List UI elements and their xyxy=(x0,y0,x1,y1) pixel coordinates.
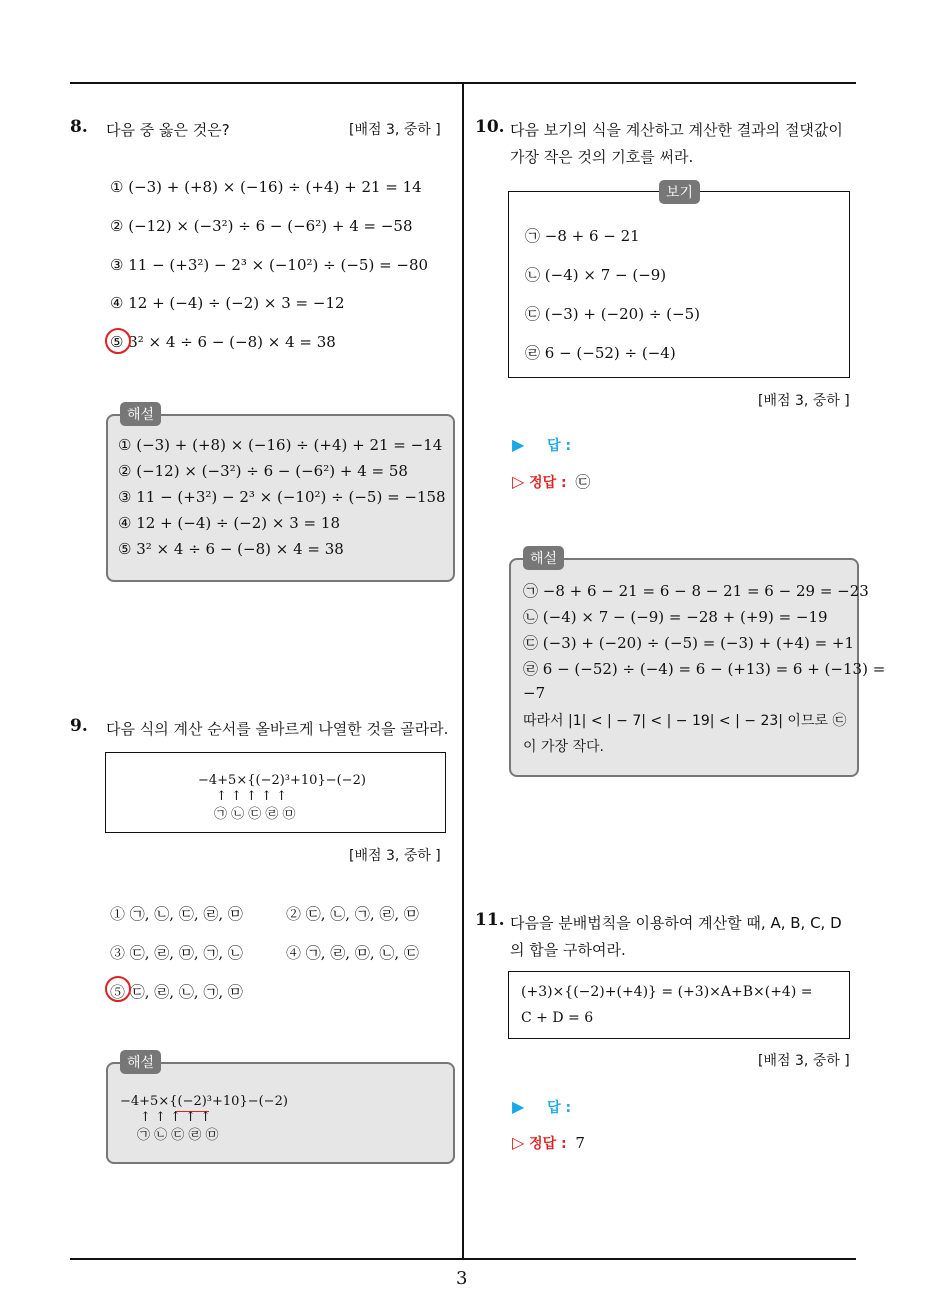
option-1[interactable]: ① ㉠, ㉡, ㉢, ㉣, ㉤ xyxy=(110,905,243,923)
correct-arrow-icon: ▷ xyxy=(512,1133,525,1152)
correct-value: ㉢ xyxy=(575,473,591,491)
correct-answer-row xyxy=(512,1133,585,1153)
example-tag: 보기 xyxy=(659,180,700,204)
option-3[interactable]: ③ ㉢, ㉣, ㉤, ㉠, ㉡ xyxy=(110,944,243,962)
explanation-line: ③ 11 − (+3²) − 2³ × (−10²) ÷ (−5) = −158 xyxy=(118,488,446,506)
explanation-box xyxy=(106,407,455,582)
correct-arrow-icon: ▷ xyxy=(512,472,525,491)
correct-label: 정답 : xyxy=(529,1136,567,1152)
correct-answer-row xyxy=(512,471,590,492)
correct-label: 정답 : xyxy=(529,475,567,491)
question-number: 10. xyxy=(475,117,505,137)
score-label: [배점 3, 중하 ] xyxy=(349,848,441,864)
option-4[interactable]: ④ ㉠, ㉣, ㉤, ㉡, ㉢ xyxy=(286,944,419,962)
option-5[interactable]: ⑤ ㉢, ㉣, ㉡, ㉠, ㉤ xyxy=(110,983,243,1001)
option-2[interactable]: ② ㉢, ㉡, ㉠, ㉣, ㉤ xyxy=(286,905,419,923)
answer-label: 답 : xyxy=(547,438,572,454)
question-text-line-2: 의 합을 구하여라. xyxy=(510,941,626,959)
explanation-arrows: ↑ ↑ ↑ ↑ ↑ xyxy=(140,1110,211,1125)
explanation-line: 따라서 |1| < | − 7| < | − 19| < | − 23| 이므로 ㉢ xyxy=(523,713,847,729)
equation-box xyxy=(508,971,850,1039)
expression: −4+5×{(−2)³+10}−(−2) xyxy=(198,773,366,788)
column-divider xyxy=(462,82,464,1260)
answer-arrow-icon: ▶ xyxy=(512,435,525,454)
answer-row xyxy=(512,435,571,455)
explanation-box xyxy=(106,1055,455,1164)
explanation-line: ⑤ 3² × 4 ÷ 6 − (−8) × 4 = 38 xyxy=(118,540,344,558)
option-2[interactable]: ② (−12) × (−3²) ÷ 6 − (−6²) + 4 = −58 xyxy=(110,217,413,235)
question-text: 다음 식의 계산 순서를 올바르게 나열한 것을 골라라. xyxy=(106,720,449,738)
explanation-line: ② (−12) × (−3²) ÷ 6 − (−6²) + 4 = 58 xyxy=(118,462,408,480)
order-labels: ㉠ ㉡ ㉢ ㉣ ㉤ xyxy=(214,807,296,822)
selected-answer-circle xyxy=(105,976,131,1002)
score-label: [배점 3, 중하 ] xyxy=(758,1053,850,1069)
explanation-tag: 해설 xyxy=(523,546,564,570)
score-label: [배점 3, 중하 ] xyxy=(349,122,441,138)
option-4[interactable]: ④ 12 + (−4) ÷ (−2) × 3 = −12 xyxy=(110,294,345,312)
explanation-line: −7 xyxy=(523,684,546,702)
example-box xyxy=(508,185,850,378)
explanation-line: ㉡ (−4) × 7 − (−9) = −28 + (+9) = −19 xyxy=(523,608,828,626)
example-item: ㉠ −8 + 6 − 21 xyxy=(525,227,640,245)
question-number: 8. xyxy=(70,117,88,137)
question-text-line-2: 가장 작은 것의 기호를 써라. xyxy=(510,148,694,166)
answer-label: 답 : xyxy=(547,1100,572,1116)
answer-arrow-icon: ▶ xyxy=(512,1097,525,1116)
explanation-line: ① (−3) + (+8) × (−16) ÷ (+4) + 21 = −14 xyxy=(118,436,443,454)
explanation-expression: −4+5×{(−2)³+10}−(−2) xyxy=(120,1094,288,1109)
example-item: ㉣ 6 − (−52) ÷ (−4) xyxy=(525,344,676,362)
explanation-line: 이 가장 작다. xyxy=(523,739,604,755)
explanation-line: ④ 12 + (−4) ÷ (−2) × 3 = 18 xyxy=(118,514,340,532)
question-text: 다음 중 옳은 것은? xyxy=(106,121,230,139)
explanation-line: ㉠ −8 + 6 − 21 = 6 − 8 − 21 = 6 − 29 = −23 xyxy=(523,582,869,600)
selected-answer-circle xyxy=(105,328,131,354)
equation-line-1: (+3)×{(−2)+(+4)} = (+3)×A+B×(+4) = xyxy=(521,984,813,1000)
question-text-line-1: 다음을 분배법칙을 이용하여 계산할 때, A, B, C, D xyxy=(510,914,842,932)
explanation-line: ㉣ 6 − (−52) ÷ (−4) = 6 − (+13) = 6 + (−13) = xyxy=(523,660,886,678)
explanation-box xyxy=(509,551,886,777)
explanation-tag: 해설 xyxy=(120,1050,161,1074)
score-label: [배점 3, 중하 ] xyxy=(758,393,850,409)
option-3[interactable]: ③ 11 − (+3²) − 2³ × (−10²) ÷ (−5) = −80 xyxy=(110,256,429,274)
page-number: 3 xyxy=(456,1268,468,1289)
expression-box xyxy=(105,752,446,833)
option-1[interactable]: ① (−3) + (+8) × (−16) ÷ (+4) + 21 = 14 xyxy=(110,178,422,196)
example-item: ㉢ (−3) + (−20) ÷ (−5) xyxy=(525,305,700,323)
example-item: ㉡ (−4) × 7 − (−9) xyxy=(525,266,667,284)
bottom-rule xyxy=(70,1258,856,1260)
equation-line-2: C + D = 6 xyxy=(521,1010,594,1026)
correct-value: 7 xyxy=(575,1134,585,1152)
explanation-line: ㉢ (−3) + (−20) ÷ (−5) = (−3) + (+4) = +1 xyxy=(523,634,855,652)
question-number: 9. xyxy=(70,716,88,736)
explanation-labels: ㉠ ㉡ ㉢ ㉣ ㉤ xyxy=(137,1128,219,1143)
question-text-line-1: 다음 보기의 식을 계산하고 계산한 결과의 절댓값이 xyxy=(510,121,843,139)
option-5[interactable]: ⑤ 3² × 4 ÷ 6 − (−8) × 4 = 38 xyxy=(110,333,336,351)
answer-row xyxy=(512,1097,571,1117)
question-number: 11. xyxy=(475,910,505,930)
order-arrows: ↑ ↑ ↑ ↑ ↑ xyxy=(216,789,287,804)
explanation-tag: 해설 xyxy=(120,402,161,426)
